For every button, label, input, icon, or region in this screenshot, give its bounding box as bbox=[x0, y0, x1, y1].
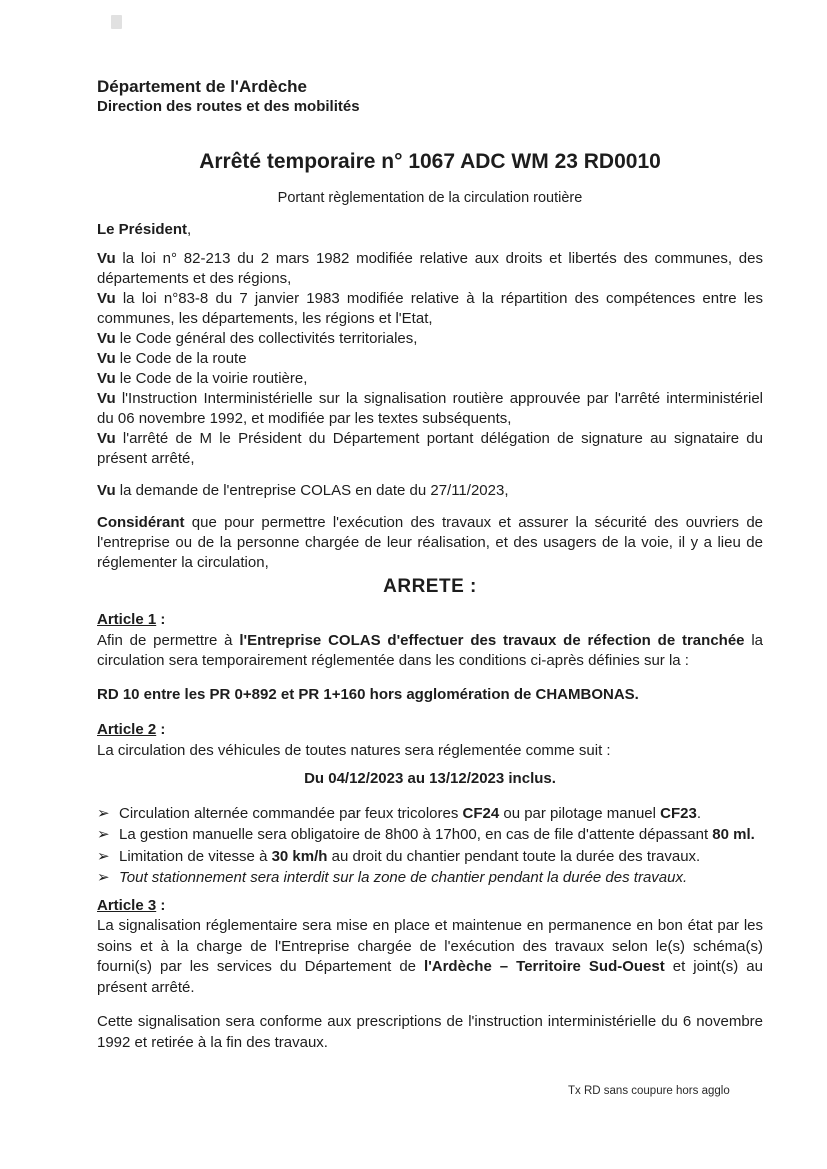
footer-note: Tx RD sans coupure hors agglo bbox=[568, 1085, 730, 1097]
bullet-text-bold: 30 km/h bbox=[271, 847, 328, 865]
article-3-body bbox=[97, 916, 763, 998]
visa-lead: Vu bbox=[97, 349, 116, 367]
visa-code-route bbox=[97, 349, 763, 369]
list-item-text: Tout stationnement sera interdit sur la zone de chantier pendant la durée des travaux. bbox=[119, 869, 688, 886]
article-1-body-post: la circulation sera temporairement réglementée dans les conditions ci-après définies sur la : bbox=[97, 631, 764, 669]
arrow-bullet-icon: ➢ bbox=[97, 804, 110, 822]
visa-block bbox=[97, 249, 763, 469]
article-1-heading-label: Article 1 bbox=[97, 611, 157, 628]
visa-lead: Vu bbox=[97, 329, 116, 347]
arrow-bullet-icon: ➢ bbox=[97, 847, 110, 865]
issuer-block bbox=[97, 76, 763, 116]
article-2-heading bbox=[97, 720, 763, 741]
issuer-direction: Direction des routes et des mobilités bbox=[97, 98, 360, 115]
visa-text: le Code de la route bbox=[115, 349, 247, 367]
article-3-heading-suffix: : bbox=[156, 896, 166, 914]
bullet-text-pre: La gestion manuelle sera obligatoire de 8h00 à 17h00, en cas de file d'attente dépassant bbox=[119, 826, 713, 843]
salutation-rest: , bbox=[187, 221, 192, 238]
scan-artifact bbox=[111, 15, 122, 29]
document-subtitle: Portant règlementation de la circulation routière bbox=[277, 190, 583, 206]
visa-text: le Code de la voirie routière, bbox=[115, 369, 308, 387]
decree-heading: ARRETE : bbox=[383, 576, 477, 597]
list-item-speed-limit bbox=[97, 846, 763, 868]
validity-period-line: Du 04/12/2023 au 13/12/2023 inclus. bbox=[304, 770, 556, 787]
article-1-body bbox=[97, 631, 763, 672]
arrow-bullet-icon: ➢ bbox=[97, 826, 110, 843]
bullet-text-bold: 80 ml. bbox=[712, 826, 755, 843]
considering-paragraph bbox=[97, 513, 763, 573]
list-item-text bbox=[119, 846, 700, 868]
issuer-department: Département de l'Ardèche bbox=[97, 77, 307, 96]
list-item-text bbox=[119, 824, 755, 846]
bullet-text-mid: ou par pilotage manuel bbox=[499, 804, 661, 822]
bullet-text-mid: au droit du chantier pendant toute la durée des travaux. bbox=[327, 847, 701, 865]
article-3-body-post: et joint(s) au présent arrêté. bbox=[97, 958, 763, 996]
visa-law-1982 bbox=[97, 249, 763, 289]
visa-lead: Vu bbox=[97, 429, 116, 447]
visa-code-collectivites bbox=[97, 329, 763, 349]
visa-text: la loi n° 82-213 du 2 mars 1982 modifiée relative aux droits et libertés des communes, des départements et des régions, bbox=[97, 249, 763, 287]
visa-instruction bbox=[97, 389, 763, 429]
visa-text: le Code général des collectivités territoriales, bbox=[115, 329, 418, 347]
visa-lead: Vu bbox=[97, 369, 116, 387]
bullet-text-post: . bbox=[696, 804, 701, 822]
bullet-text-pre: Limitation de vitesse à bbox=[119, 847, 272, 865]
article-1-body-bold: l'Entreprise COLAS d'effectuer des travaux de réfection de tranchée bbox=[239, 631, 745, 649]
visa-text: la loi n°83-8 du 7 janvier 1983 modifiée relative à la répartition des compétences entre les communes, les départements, les régions et l'Etat, bbox=[97, 289, 763, 327]
visa-law-1983 bbox=[97, 289, 763, 329]
list-item-alternating-traffic bbox=[97, 803, 763, 825]
arrow-bullet-icon: ➢ bbox=[97, 869, 110, 886]
visa-lead: Vu bbox=[97, 289, 116, 307]
article-2-heading-suffix: : bbox=[156, 721, 166, 738]
request-text: la demande de l'entreprise COLAS en date du 27/11/2023, bbox=[115, 481, 509, 499]
visa-text: l'arrêté de M le Président du Département portant délégation de signature au signataire du présent arrêté, bbox=[97, 429, 763, 467]
request-paragraph bbox=[97, 481, 763, 502]
article-1-heading bbox=[97, 610, 763, 631]
request-lead: Vu bbox=[97, 481, 116, 499]
article-2-heading-label: Article 2 bbox=[97, 721, 157, 738]
measures-list bbox=[97, 803, 763, 889]
bullet-text-bold2: CF23 bbox=[660, 804, 697, 822]
article-1-heading-suffix: : bbox=[156, 611, 166, 628]
document-title: Arrêté temporaire n° 1067 ADC WM 23 RD0010 bbox=[199, 150, 661, 173]
article-2-body: La circulation des véhicules de toutes natures sera réglementée comme suit : bbox=[97, 741, 611, 759]
visa-lead: Vu bbox=[97, 389, 116, 407]
article-3-heading-label: Article 3 bbox=[97, 896, 157, 914]
visa-delegation bbox=[97, 429, 763, 469]
list-item-text bbox=[119, 803, 701, 825]
bullet-text-pre: Circulation alternée commandée par feux tricolores bbox=[119, 804, 463, 822]
article-1-body-pre: Afin de permettre à bbox=[97, 631, 240, 649]
road-section-line: RD 10 entre les PR 0+892 et PR 1+160 hors agglomération de CHAMBONAS. bbox=[97, 685, 639, 703]
considering-lead: Considérant bbox=[97, 514, 185, 531]
visa-code-voirie bbox=[97, 369, 763, 389]
list-item-manual-control bbox=[97, 824, 763, 846]
visa-lead: Vu bbox=[97, 249, 116, 267]
bullet-text-bold: CF24 bbox=[462, 804, 500, 822]
article-3-heading bbox=[97, 896, 763, 917]
salutation-lead: Le Président bbox=[97, 221, 188, 238]
article-3-body-bold: l'Ardèche – Territoire Sud-Ouest bbox=[424, 958, 665, 975]
article-3-body-pre: La signalisation réglementaire sera mise en place et maintenue en permanence en bon état par les soins et à la charge de l'Entreprise chargée de l'exécution des travaux selon le(s) schéma(s) fourni(s) par les services du Département de bbox=[97, 917, 763, 975]
considering-text: que pour permettre l'exécution des travaux et assurer la sécurité des ouvriers de l'entreprise ou de la personne chargée de leur réalisation, et des usagers de la voie, il y a lieu de réglementer la circulation, bbox=[97, 514, 763, 571]
article-3-signage-paragraph: Cette signalisation sera conforme aux prescriptions de l'instruction interministérielle du 6 novembre 1992 et retirée à la fin des travaux. bbox=[97, 1013, 763, 1051]
list-item-parking-ban bbox=[97, 867, 763, 889]
visa-text: l'Instruction Interministérielle sur la signalisation routière approuvée par l'arrêté interministériel du 06 novembre 1992, et modifiée par les textes subséquents, bbox=[97, 389, 763, 427]
salutation bbox=[97, 220, 763, 241]
